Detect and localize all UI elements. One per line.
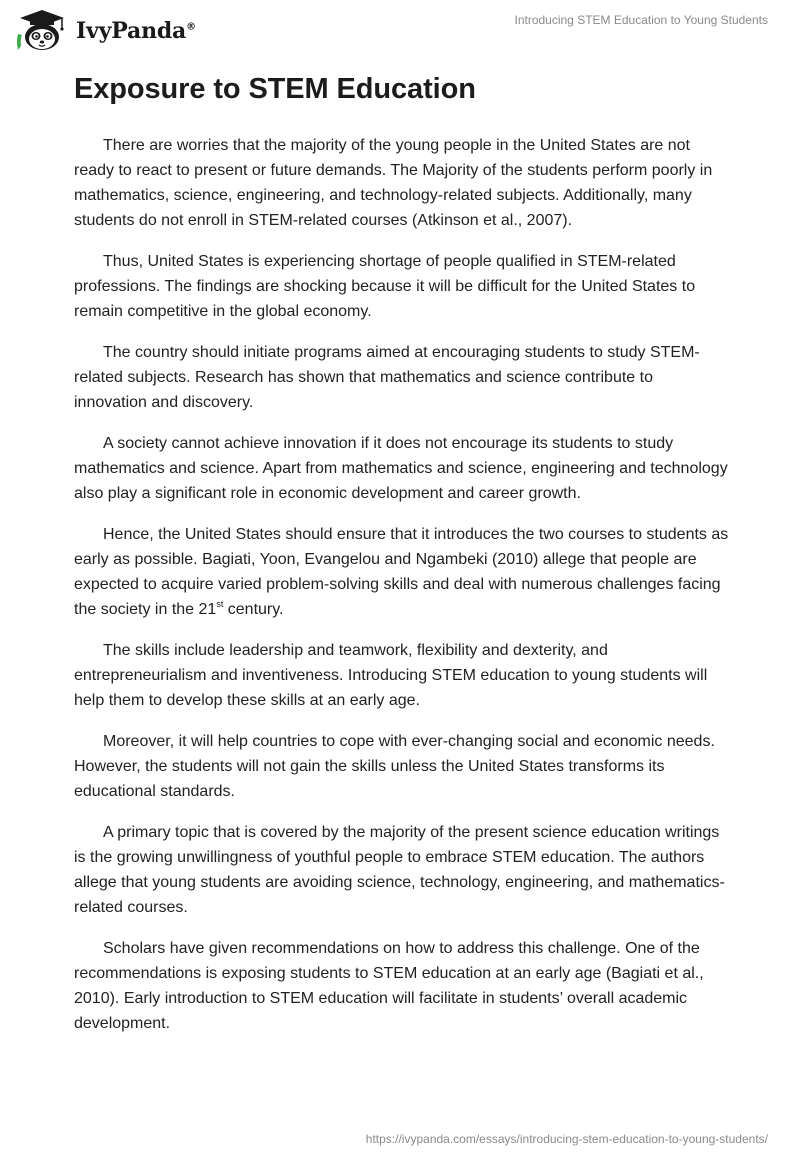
paragraph: There are worries that the majority of the young people in the United States are not ready to react to present or future demands. The Majority of the students perform poorly in mathematics, science, engineering, and technology-related subjects. Additionally, many students do not enroll in STEM-related courses (Atkinson et al., 2007). — [74, 137, 713, 229]
paragraph: The skills include leadership and teamwork, flexibility and dexterity, and entrepreneurialism and inventiveness. Introducing STEM education to young students will help them to develop these skills at an early age. — [74, 642, 708, 709]
article-body — [74, 133, 730, 1052]
ordinal-superscript: st — [216, 599, 224, 609]
paragraph: Moreover, it will help countries to cope with ever-changing social and economic needs. However, the students will not gain the skills unless the United States transforms its educational standards. — [74, 733, 715, 800]
document-title: Introducing STEM Education to Young Students — [514, 13, 768, 27]
registered-mark: ® — [186, 21, 196, 33]
panda-logo-icon — [12, 8, 72, 52]
paragraph: The country should initiate programs aimed at encouraging students to study STEM-related subjects. Research has shown that mathematics and science contribute to innovation and discovery. — [74, 344, 700, 411]
page-header — [0, 0, 800, 60]
paragraph-text: Hence, the United States should ensure that it introduces the two courses to students as early as possible. Bagiati, Yoon, Evangelou and Ngambeki (2010) allege that people are expected to acquire varied problem-solving skills and deal with numerous challenges facing the society in the 21 — [74, 526, 729, 618]
paragraph — [74, 522, 730, 622]
logo-wordmark: IvyPanda® — [76, 18, 196, 44]
section-heading: Exposure to STEM Education — [74, 73, 476, 105]
source-url-link[interactable]: https://ivypanda.com/essays/introducing-stem-education-to-young-students/ — [365, 1132, 768, 1146]
paragraph-text: century. — [223, 601, 284, 618]
paragraph: Thus, United States is experiencing shortage of people qualified in STEM-related professions. The findings are shocking because it will be difficult for the United States to remain competitive in the global economy. — [74, 253, 696, 320]
paragraph: Scholars have given recommendations on how to address this challenge. One of the recommendations is exposing students to STEM education at an early age (Bagiati et al., 2010). Early introduction to STEM education will facilitate in students’ overall academic development. — [74, 940, 704, 1032]
paragraph: A primary topic that is covered by the majority of the present science education writings is the growing unwillingness of youthful people to embrace STEM education. The authors allege that young students are avoiding science, technology, engineering, and mathematics-related courses. — [74, 824, 725, 916]
paragraph: A society cannot achieve innovation if it does not encourage its students to study mathematics and science. Apart from mathematics and science, engineering and technology also play a significant role in economic development and career growth. — [74, 435, 728, 502]
ivypanda-logo[interactable] — [12, 8, 196, 52]
